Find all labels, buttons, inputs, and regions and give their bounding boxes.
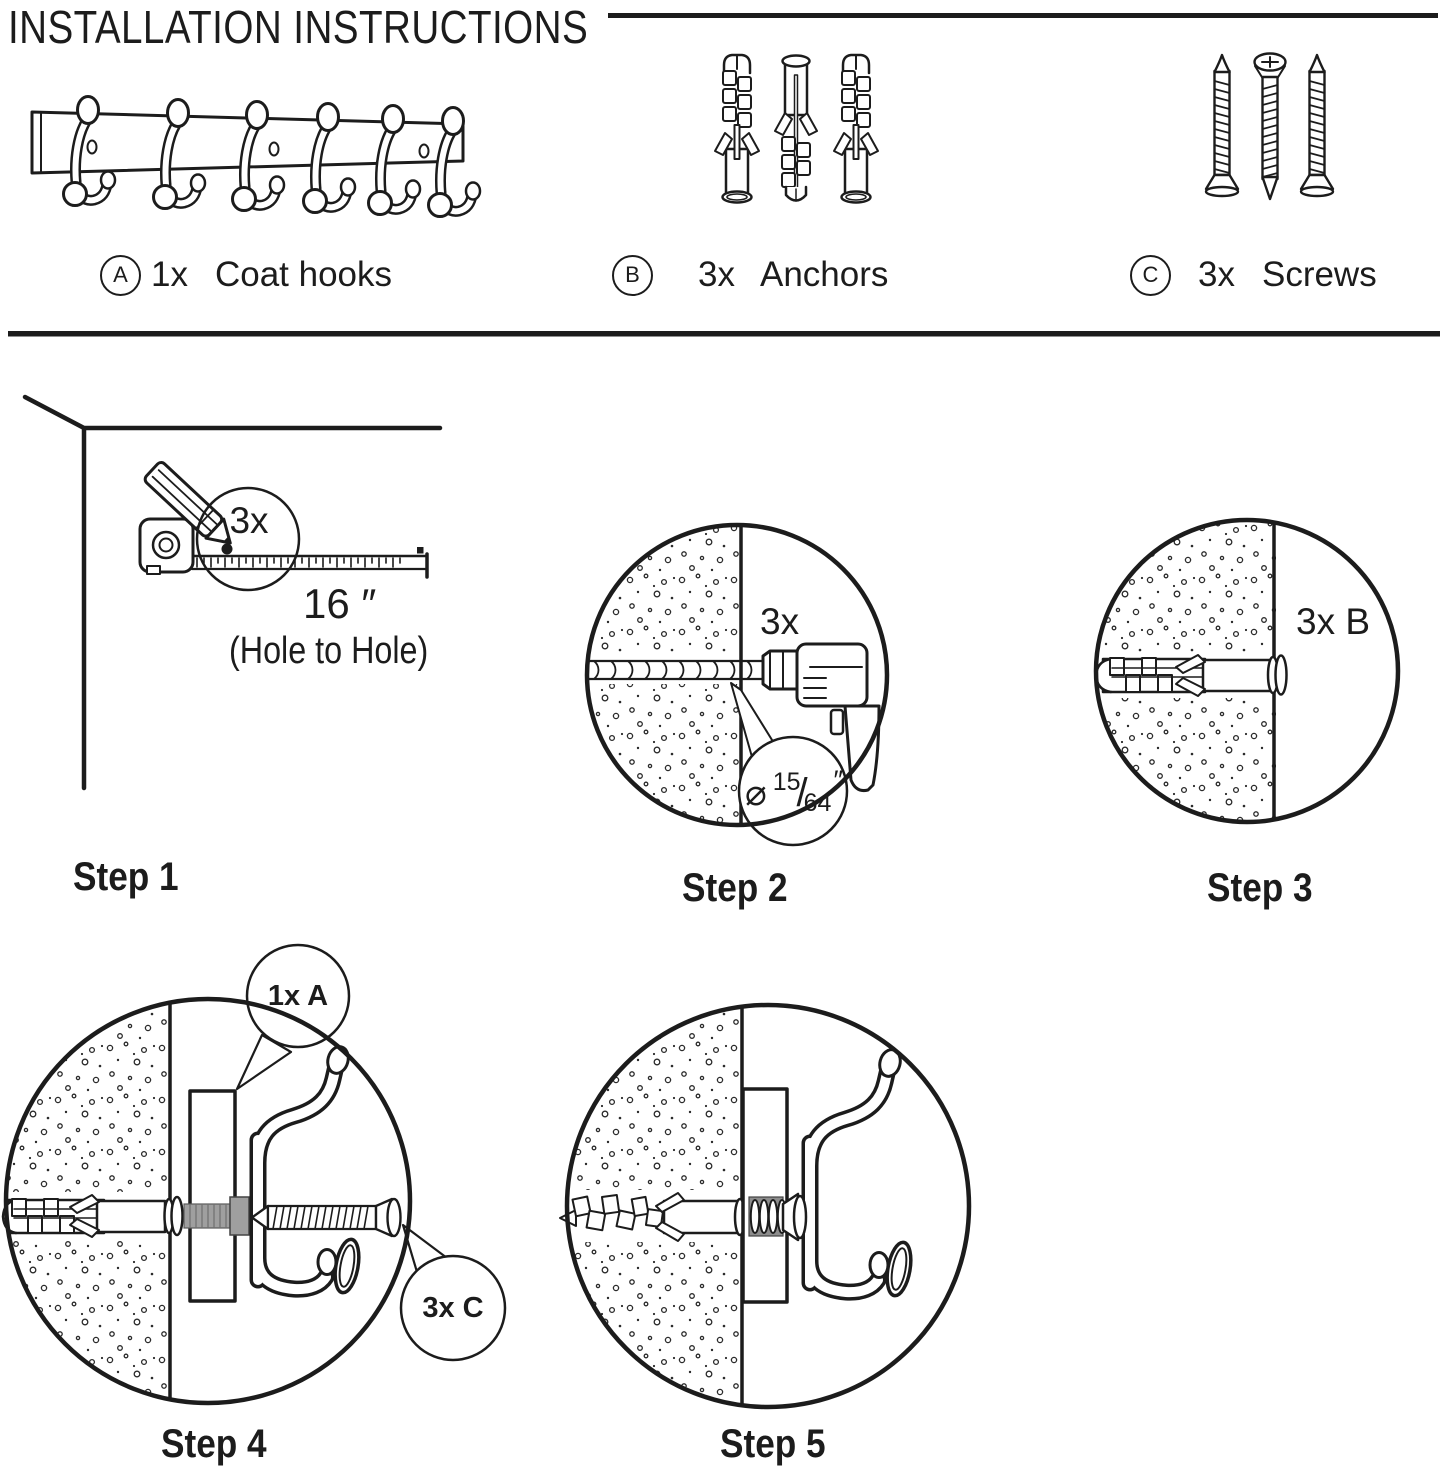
diameter-symbol: ⌀ (745, 772, 767, 813)
step4-callout-hooks: 1x A (267, 979, 329, 1012)
step2-count: 3x (760, 601, 800, 642)
anchors-drawing (715, 55, 878, 203)
screw-in-anchor-icon (749, 1194, 806, 1240)
section-divider (8, 331, 1440, 337)
part-label-screws (1130, 254, 1377, 296)
part-qty-b: 3x (698, 255, 735, 294)
step3-drawing (1092, 520, 1398, 822)
step1-note: (Hole to Hole) (229, 630, 429, 672)
step2-wall (585, 523, 741, 827)
anchor-in-wall-icon (3, 1195, 183, 1237)
pencil-mark-dot (222, 544, 233, 555)
part-letter-a: A (113, 262, 128, 287)
anchor-in-wall-icon (1096, 655, 1287, 696)
part-badge-a (100, 255, 141, 296)
step-2-label: Step 2 (682, 866, 788, 910)
step1-mark-count: 3x (229, 500, 269, 541)
rail-board (743, 1089, 787, 1302)
screw-icon (252, 1199, 401, 1236)
title-rule (608, 13, 1438, 18)
part-badge-b (612, 255, 653, 296)
diameter-numerator: 15 (772, 767, 801, 796)
step4-callout-screws: 3x C (422, 1291, 484, 1324)
part-qty-a: 1x (151, 255, 188, 294)
part-label-anchors (612, 254, 888, 296)
coat-hook-side-icon (810, 1047, 915, 1297)
diameter-slash: / (796, 770, 808, 815)
part-badge-c (1130, 255, 1171, 296)
wall-corner (25, 397, 440, 788)
part-qty-c: 3x (1198, 255, 1235, 294)
step1-distance: 16 ″ (303, 580, 377, 627)
second-mark-dot (417, 547, 424, 554)
diameter-denominator: 64 (803, 788, 832, 817)
step-4-label: Step 4 (161, 1422, 267, 1466)
step5-drawing (560, 1005, 969, 1407)
screws-drawing (1206, 54, 1333, 200)
step-3-label: Step 3 (1207, 866, 1313, 910)
step-5-label: Step 5 (720, 1422, 826, 1466)
coat-hook-side-icon (258, 1044, 363, 1294)
diameter-unit: ″ (833, 764, 843, 795)
part-name-c: Screws (1261, 255, 1377, 294)
step1-drawing (25, 397, 440, 788)
part-name-a: Coat hooks (214, 255, 393, 294)
step2-diameter-callout (741, 766, 847, 820)
part-label-coat-hooks (100, 254, 392, 296)
coat-hooks-drawing (32, 97, 480, 217)
rail-board (190, 1091, 235, 1301)
page-title: INSTALLATION INSTRUCTIONS (8, 1, 589, 53)
part-name-b: Anchors (759, 255, 889, 294)
part-letter-c: C (1142, 262, 1159, 287)
part-letter-b: B (625, 262, 640, 287)
step3-count: 3x B (1296, 601, 1371, 642)
step-1-label: Step 1 (73, 855, 179, 899)
